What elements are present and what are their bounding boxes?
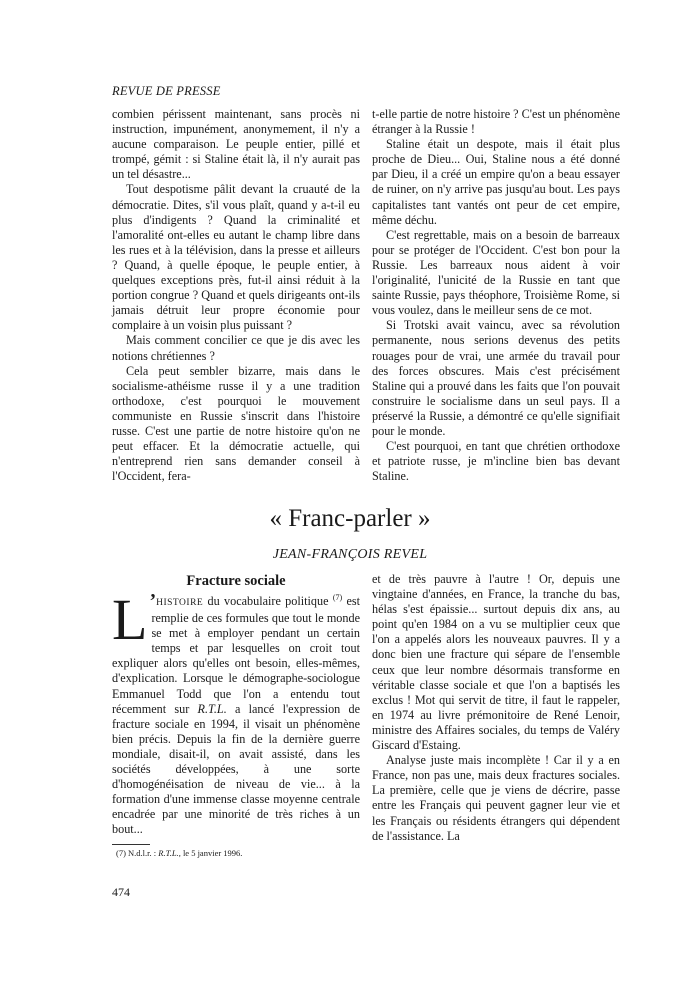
- article-left-column: [112, 587, 361, 838]
- paragraph: Staline était un despote, mais il était plus proche de Dieu... Oui, Staline nous a été donné par Dieu, il a créé un empire qu'on a beau essayer de ruiner, on n'y arrive pas jusqu'au bout. Les pays capitalistes tant vantés ont peur de cet empire, même déchu.: [372, 137, 620, 227]
- paragraph: Mais comment concilier ce que je dis avec les notions chrétiennes ?: [112, 333, 360, 363]
- paragraph: Tout despotisme pâlit devant la cruauté de la démocratie. Dites, s'il vous plaît, quand y a-t-il eu plus d'indigents ? Quand la criminalité et l'amoralité ont-elles eu autant le champ libre dans les rues et à la télévision, dans la presse et ailleurs ? Quand, à quelle époque, le peuple entier, à quelques exceptions près, fut-il ainsi réduit à la portion congrue ? Quand et quels dirigeants ont-ils jamais détruit leur propre économie pour complaire à un voisin plus puissant ?: [112, 182, 360, 333]
- text-run: du vocabulaire politique: [203, 594, 333, 608]
- paragraph: C'est regrettable, mais on a besoin de barreaux pour se protéger de l'Occident. C'est bon pour la Russie. Les barreaux nous aident à voir l'originalité, l'unicité de la Russie en tant que sainte Russie, pays théophore, Troisième Rome, si vous voulez, dans le meilleur sens de ce mot.: [372, 227, 620, 318]
- article-author: JEAN-FRANÇOIS REVEL: [272, 547, 428, 562]
- text-run: est remplie de ces formules que tout le monde se met à employer pendant un certain temps et par lesquelles on croit tout expliquer alors qu'elles ont besoin, elles-mêmes, d'explication. Lorsque le démographe-sociologue Emmanuel Todd que l'on a entendu tout récemment sur: [112, 594, 360, 716]
- text-run: a lancé l'expression de fracture sociale en 1994, il visait un phénomène bien précis. Depuis la fin de la dernière guerre mondiale, disait-il, on avait assisté, dans les sociétés développées, à une sorte d'homogénéisation de niveau de vie... à la formation d'une immense classe moyenne centrale encadrée par une minorité de très riches à un bout...: [112, 701, 361, 837]
- footnote-italic: R.T.L.: [158, 848, 179, 858]
- drop-cap: L: [112, 587, 148, 652]
- paragraph: t-elle partie de notre histoire ? C'est un phénomène étranger à la Russie !: [372, 107, 620, 137]
- paragraph: [112, 587, 361, 838]
- paragraph: Si Trotski avait vaincu, avec sa révolution permanente, nous serions devenus des petits rouages pour de vrai, une armée du travail pour des forces obscures. Mais c'est précisément Staline qui a prouvé dans les faits que l'on pouvait construire le socialisme dans un seul pays. Il a préservé la Russie, a démontré ce qu'elle signifiait pour le monde.: [372, 318, 620, 438]
- top-right-column: [372, 107, 620, 484]
- footnote-number: (7): [116, 848, 126, 858]
- section-heading: Fracture sociale: [186, 573, 286, 589]
- paragraph: combien périssent maintenant, sans procès ni instruction, impunément, anonymement, il n'y a aucune comparaison. Le peuple entier, pillé et trompé, gémit : si Staline était là, il n'y aurait pas un tel désastre...: [112, 107, 360, 182]
- page-number: 474: [112, 885, 130, 899]
- paragraph: et de très pauvre à l'autre ! Or, depuis une vingtaine d'années, en France, la tranche du bas, hélas s'est épaissie... surtout depuis dix ans, au point qu'en 1984 on a vu se multiplier ceux que l'on a appelés alors les nouveaux pauvres. Il y a donc bien une fracture qui sépare de l'ensemble ceux que leur nombre désormais transforme en véritable classe sociale et que l'on a baptisés les exclus ! Mot qui servit de titre, il faut le rappeler, en 1974 au livre prémonitoire de René Lenoir, ministre des Affaires sociales, du temps de Valéry Giscard d'Estaing.: [372, 572, 620, 753]
- top-left-column: [112, 107, 360, 484]
- drop-apostrophe: ’: [149, 590, 157, 612]
- paragraph: C'est pourquoi, en tant que chrétien orthodoxe et patriote russe, je m'incline bien bas devant Staline.: [372, 439, 620, 484]
- paragraph: Analyse juste mais incomplète ! Car il y a en France, non pas une, mais deux fractures sociales. La première, celle que je viens de décrire, passe entre les Français qui peuvent gagner leur vie et les Français ou résidents étrangers qui dépendent de l'assistance. La: [372, 753, 620, 843]
- footnote: [112, 848, 360, 859]
- rtl-italic: R.T.L.: [197, 701, 227, 716]
- article-right-column: [372, 572, 620, 844]
- footnote-text: , le 5 janvier 1996.: [178, 848, 243, 858]
- article-title: « Franc-parler »: [269, 505, 431, 532]
- footnote-rule: [112, 844, 150, 845]
- note-reference: (7): [332, 592, 343, 602]
- small-caps-word: HISTOIRE: [156, 598, 204, 608]
- footnote-text: N.d.l.r. :: [125, 848, 159, 858]
- footnote-area: [112, 838, 360, 899]
- paragraph: Cela peut sembler bizarre, mais dans le socialisme-athéisme russe il y a une tradition orthodoxe, c'est pourquoi le mouvement communiste en Russie s'inscrit dans l'histoire russe. C'est une partie de notre histoire qu'on ne peut effacer. Et la démocratie actuelle, qui n'entreprend rien sans demander conseil à l'Occident, fera-: [112, 363, 360, 484]
- running-head: REVUE DE PRESSE: [112, 84, 221, 98]
